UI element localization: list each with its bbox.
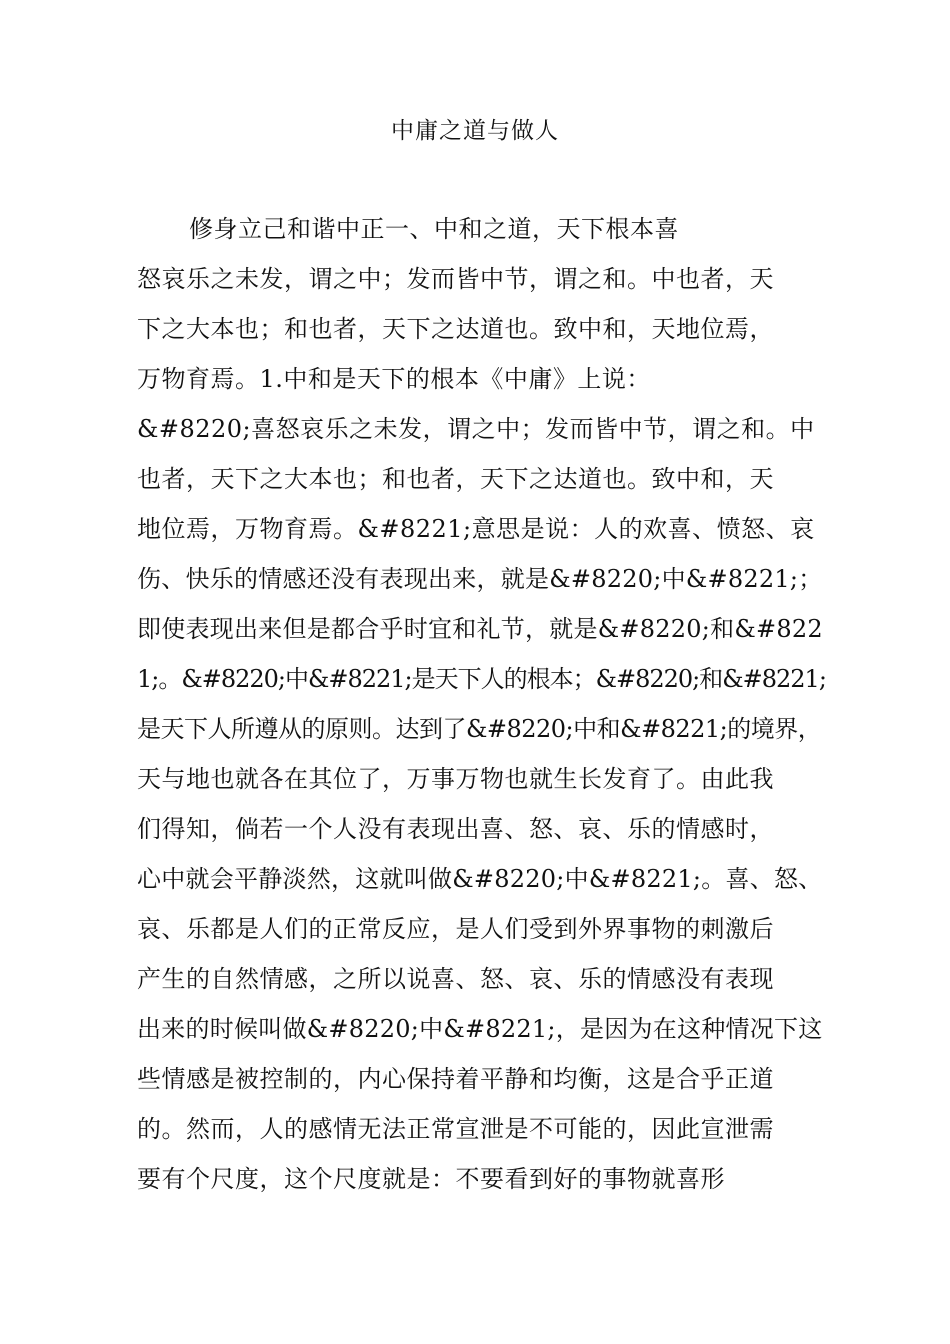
- body-line: 修身立己和谐中正一、中和之道，天下根本喜: [189, 215, 679, 243]
- body-line: 产生的自然情感，之所以说喜、怒、哀、乐的情感没有表现: [137, 965, 774, 993]
- document-title: 中庸之道与做人: [391, 118, 559, 144]
- body-line: 也者，天下之大本也；和也者，天下之达道也。致中和，天: [137, 465, 774, 493]
- body-line: 是天下人所遵从的原则。达到了&#8220;中和&#8221;的境界，: [137, 715, 822, 743]
- body-line: 哀、乐都是人们的正常反应，是人们受到外界事物的刺激后: [137, 915, 774, 943]
- body-line: 出来的时候叫做&#8220;中&#8221;，是因为在这种情况下这: [137, 1015, 823, 1043]
- body-line: 天与地也就各在其位了，万事万物也就生长发育了。由此我: [137, 765, 774, 793]
- body-line: 心中就会平静淡然，这就叫做&#8220;中&#8221;。喜、怒、: [137, 865, 823, 893]
- document-body: [137, 204, 827, 1204]
- body-line: 1;。&#8220;中&#8221;是天下人的根本；&#8220;和&#8221;: [137, 665, 826, 693]
- body-line: 的。然而，人的感情无法正常宣泄是不可能的，因此宣泄需: [137, 1115, 774, 1143]
- body-line: 万物育焉。1.中和是天下的根本《中庸》上说：: [137, 365, 651, 393]
- body-line: 地位焉，万物育焉。&#8221;意思是说：人的欢喜、愤怒、哀: [137, 515, 815, 543]
- body-line: 些情感是被控制的，内心保持着平静和均衡，这是合乎正道: [137, 1065, 774, 1093]
- body-line: 们得知，倘若一个人没有表现出喜、怒、哀、乐的情感时，: [137, 815, 774, 843]
- body-line: 即使表现出来但是都合乎时宜和礼节，就是&#8220;和&#822: [137, 615, 823, 643]
- body-line: 要有个尺度，这个尺度就是：不要看到好的事物就喜形: [137, 1165, 725, 1193]
- body-line: 下之大本也；和也者，天下之达道也。致中和，天地位焉，: [137, 315, 774, 343]
- body-line: 怒哀乐之未发，谓之中；发而皆中节，谓之和。中也者，天: [137, 265, 774, 293]
- body-line: 伤、快乐的情感还没有表现出来，就是&#8220;中&#8221;；: [137, 565, 823, 593]
- body-line: &#8220;喜怒哀乐之未发，谓之中；发而皆中节，谓之和。中: [137, 415, 815, 443]
